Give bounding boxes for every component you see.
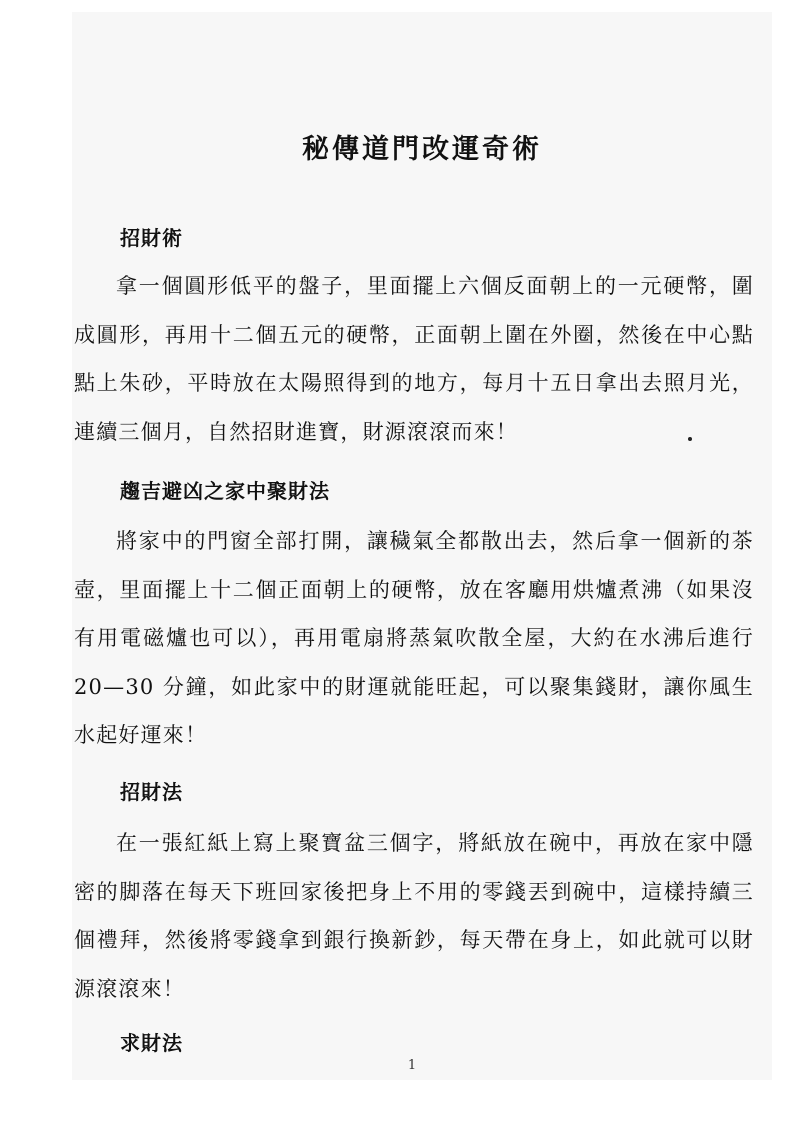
section-heading-2: 趨吉避凶之家中聚財法 <box>120 479 330 503</box>
page-number: 1 <box>407 1058 417 1073</box>
document-page <box>72 12 772 1080</box>
section-heading-1: 招財術 <box>120 226 183 250</box>
section-heading-3: 招財法 <box>120 780 183 804</box>
section-body-3: 在一張紅紙上寫上聚寶盆三個字，將紙放在碗中，再放在家中隱密的脚落在每天下班回家後把身上不用的零錢丟到碗中，這樣持續三個禮拜，然後將零錢拿到銀行換新鈔，每天帶在身上，如此就可以財源滾滾來！ <box>74 831 754 1001</box>
document-title: 秘傳道門改運奇術 <box>302 134 542 165</box>
section-body-1: 拿一個圓形低平的盤子，里面擺上六個反面朝上的一元硬幣，圍成圓形，再用十二個五元的硬幣，正面朝上圍在外圈，然後在中心點點上朱砂，平時放在太陽照得到的地方，每月十五日拿出去照月光，連續三個月，自然招財進寶，財源滾滾而來！ <box>74 274 754 444</box>
section-body-2: 將家中的門窗全部打開，讓穢氣全都散出去，然后拿一個新的茶壺，里面擺上十二個正面朝上的硬幣，放在客廳用烘爐煮沸（如果沒有用電磁爐也可以），再用電扇將蒸氣吹散全屋，大約在水沸后進行 20—30 分鐘，如此家中的財運就能旺起，可以聚集錢財，讓你風生水起好運來！ <box>74 529 754 747</box>
stray-mark <box>688 437 692 441</box>
section-heading-4: 求財法 <box>120 1031 183 1055</box>
